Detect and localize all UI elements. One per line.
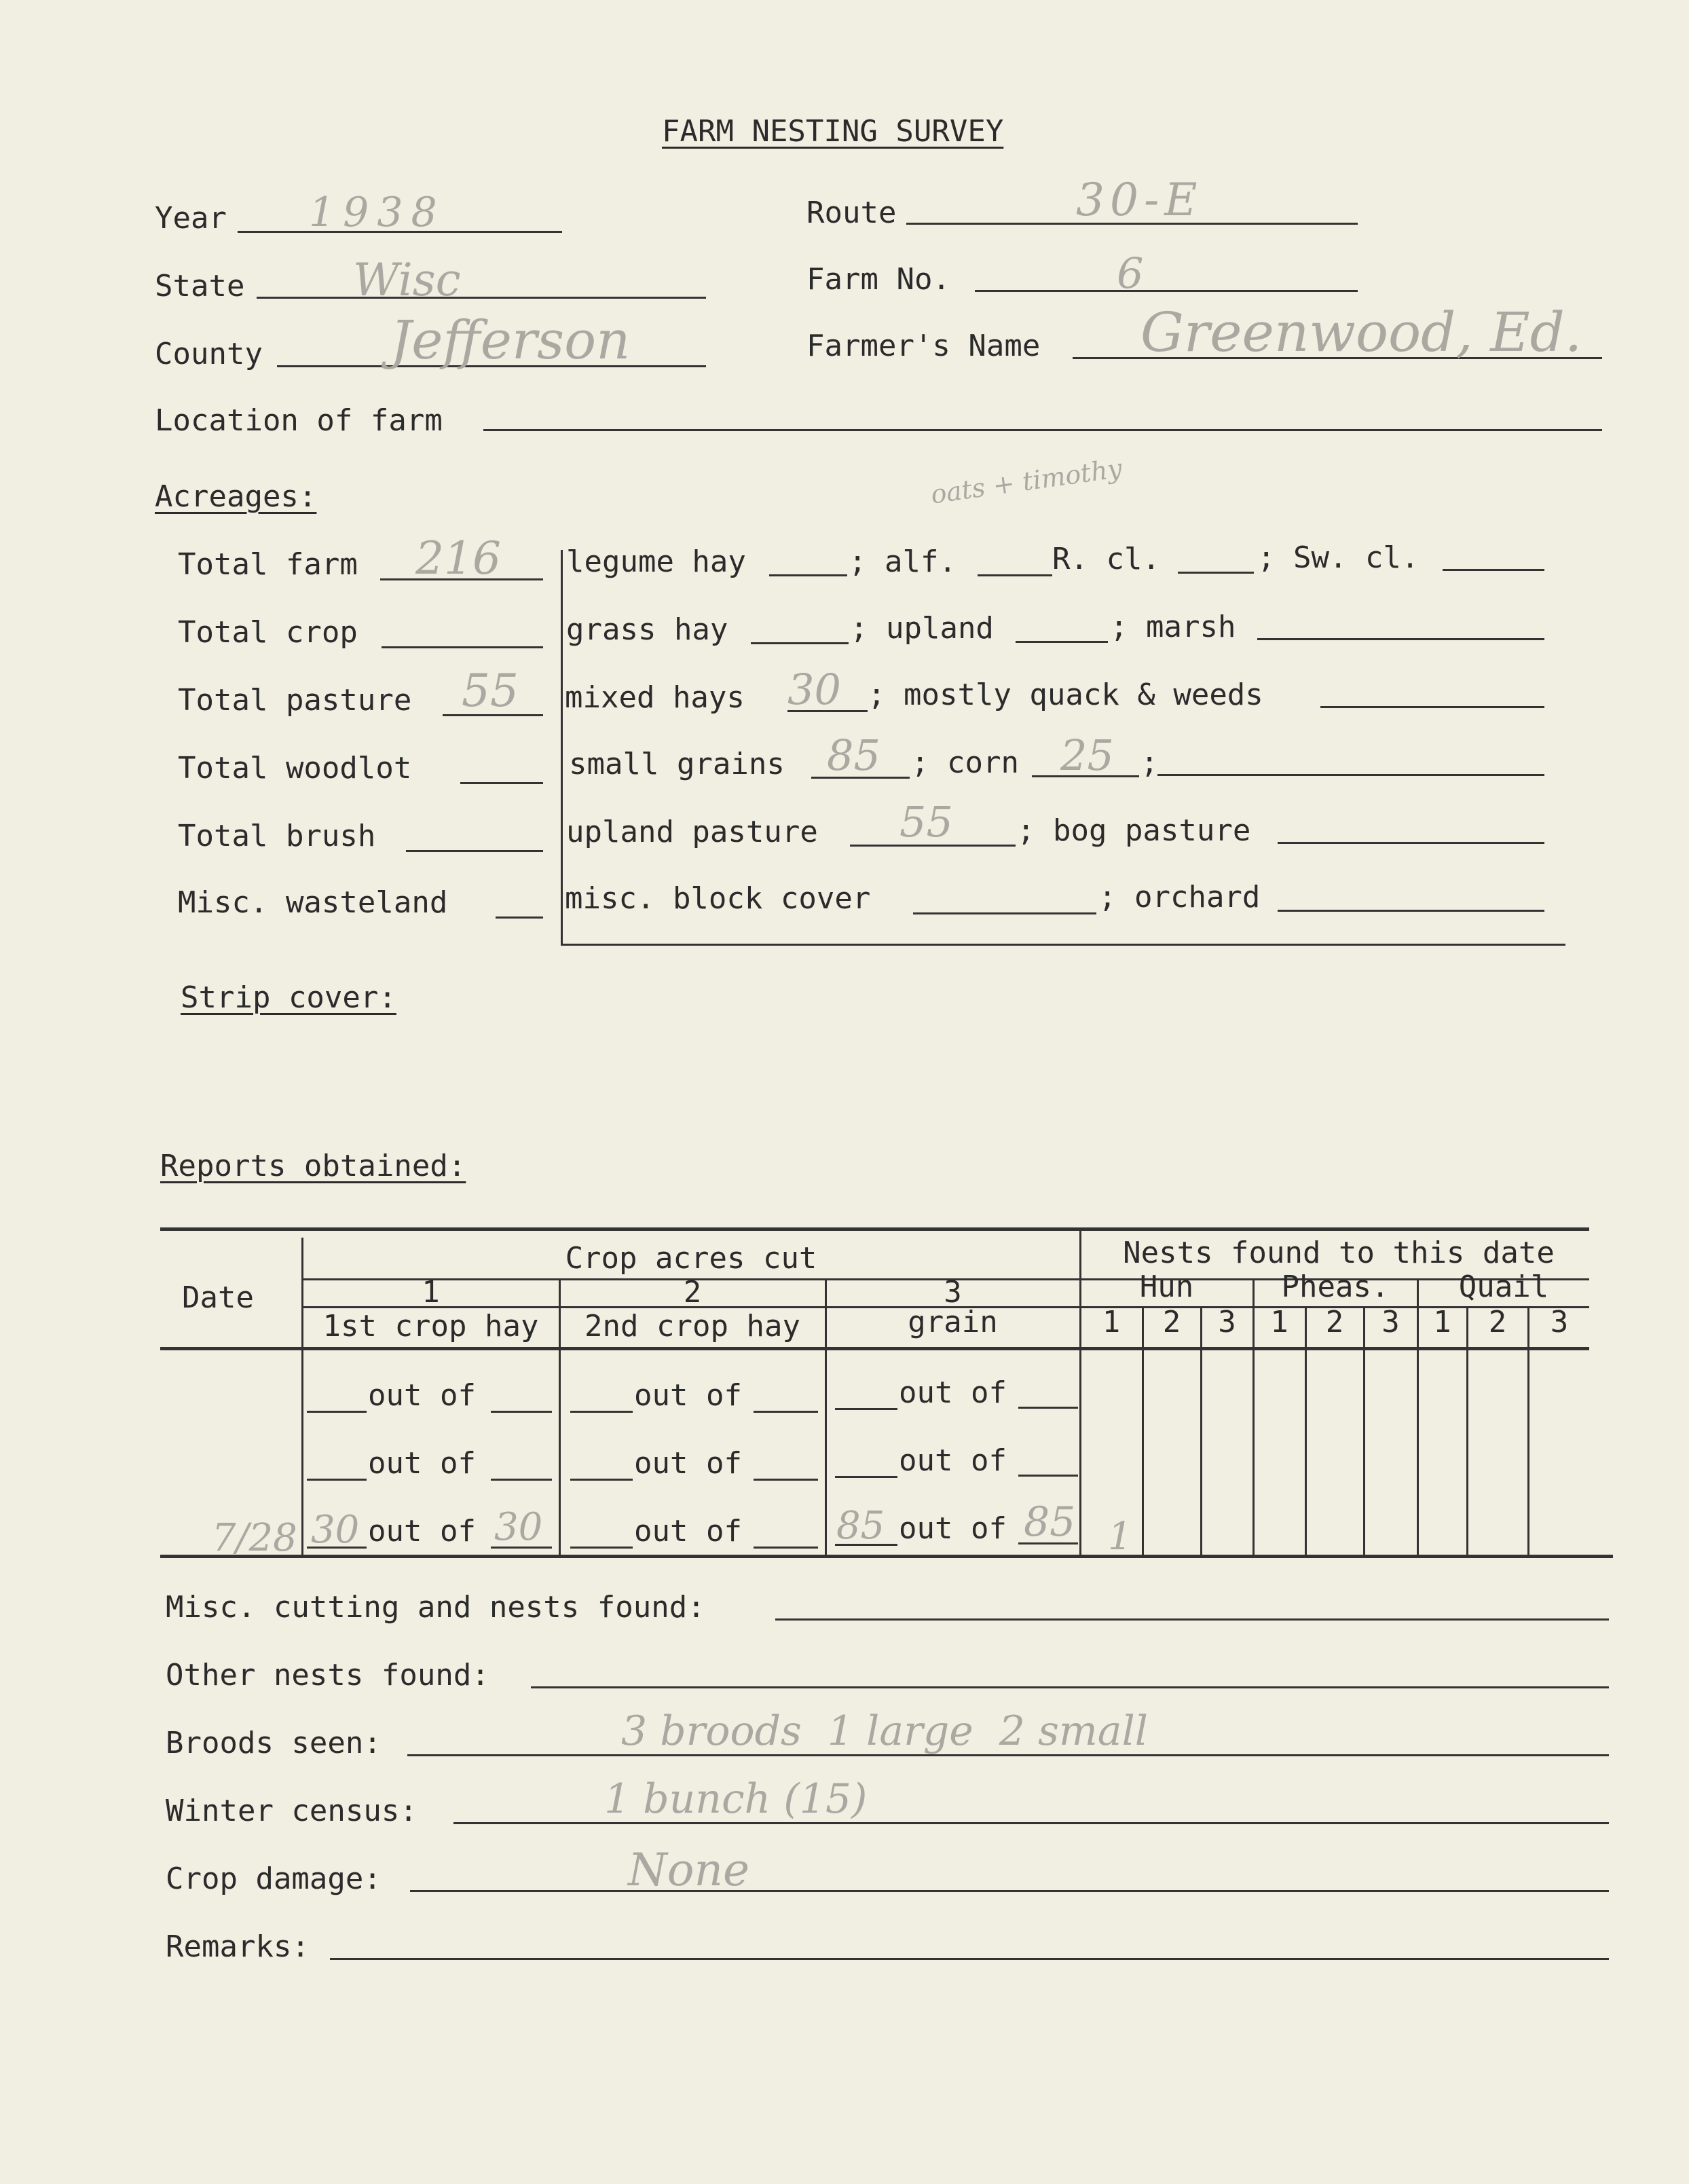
r2c2-total-line <box>754 1479 818 1481</box>
r1c3-cut-line <box>835 1408 897 1410</box>
row4-extra-line <box>1157 774 1544 776</box>
r3c3-cut-value: 85 <box>836 1504 885 1548</box>
table-top-line <box>160 1227 1589 1231</box>
upland-pasture-label: upland pasture <box>566 815 818 849</box>
species-quail: Quail <box>1458 1270 1549 1304</box>
r3c2-cut-line <box>570 1547 633 1549</box>
pheas-2-divider <box>1363 1306 1365 1557</box>
strip-cover-heading: Strip cover: <box>181 980 396 1015</box>
farmer-name-label: Farmer's Name <box>806 329 1041 363</box>
total-woodlot-line <box>460 782 543 784</box>
r1c2-out-of: out of <box>634 1378 742 1413</box>
winter-census-value: 1 bunch (15) <box>604 1775 868 1823</box>
r1c1-out-of: out of <box>368 1378 476 1413</box>
r2c3-out-of: out of <box>899 1443 1007 1478</box>
sub-num-quail-1: 1 <box>1433 1305 1451 1339</box>
sw-cl-label: ; Sw. cl. <box>1257 540 1419 575</box>
col-1-name: 1st crop hay <box>322 1309 539 1344</box>
pheas-1-divider <box>1305 1306 1307 1557</box>
r3-hun1-value: 1 <box>1108 1515 1132 1559</box>
corn-label: ; corn <box>911 745 1019 780</box>
r1c1-cut-line <box>307 1411 367 1413</box>
nests-found-header: Nests found to this date <box>1123 1236 1555 1270</box>
r1c3-out-of: out of <box>899 1375 1007 1410</box>
corn-value: 25 <box>1060 730 1114 780</box>
county-value: Jefferson <box>390 310 631 371</box>
r-cl-line <box>1178 572 1254 574</box>
legume-hay-line <box>769 574 847 576</box>
alf-label: ; alf. <box>849 544 957 579</box>
table-header-bottom <box>160 1347 1589 1350</box>
quail-2-divider <box>1527 1306 1529 1557</box>
r-cl-label: R. cl. <box>1052 542 1160 576</box>
sw-cl-line <box>1443 569 1544 571</box>
other-nests-label: Other nests found: <box>166 1658 489 1692</box>
r3-date: 7/28 <box>212 1516 297 1560</box>
sub-num-hun-1: 1 <box>1102 1305 1121 1339</box>
year-value: 1938 <box>309 189 445 236</box>
total-woodlot-label: Total woodlot <box>178 751 412 785</box>
hun-1-divider <box>1142 1306 1144 1557</box>
alf-line <box>978 574 1052 576</box>
broods-seen-value: 3 broods 1 large 2 small <box>621 1707 1148 1755</box>
winter-census-label: Winter census: <box>166 1794 417 1828</box>
r2c1-cut-line <box>307 1479 367 1481</box>
farmer-name-value: Greenwood, Ed. <box>1140 301 1582 364</box>
grass-hay-line <box>751 642 849 644</box>
r2c2-cut-line <box>570 1479 633 1481</box>
state-line <box>257 297 706 299</box>
mixed-hays-value: 30 <box>787 665 841 714</box>
marsh-label: ; marsh <box>1110 610 1236 644</box>
upland-line <box>1016 641 1108 643</box>
r1c3-total-line <box>1018 1407 1078 1409</box>
r3c2-out-of: out of <box>634 1514 742 1549</box>
upland-label: ; upland <box>850 611 994 646</box>
table-bottom-line <box>160 1555 1613 1558</box>
broods-seen-label: Broods seen: <box>166 1726 382 1760</box>
hun-2-divider <box>1200 1306 1202 1557</box>
r3c1-total-value: 30 <box>494 1505 543 1549</box>
r3c3-total-value: 85 <box>1024 1498 1076 1546</box>
r1c2-cut-line <box>570 1411 633 1413</box>
bog-pasture-line <box>1278 842 1544 844</box>
acreages-heading: Acreages: <box>155 479 317 514</box>
acreage-note: oats + timothy <box>929 453 1124 510</box>
small-grains-value: 85 <box>827 730 880 780</box>
r1c1-total-line <box>491 1411 552 1413</box>
mostly-label: ; mostly quack & weeds <box>868 678 1263 712</box>
year-label: Year <box>155 201 227 236</box>
r2c2-out-of: out of <box>634 1446 742 1481</box>
col-1-number: 1 <box>422 1275 440 1310</box>
sub-num-quail-3: 3 <box>1550 1305 1569 1339</box>
misc-block-line <box>913 912 1096 914</box>
misc-cutting-label: Misc. cutting and nests found: <box>166 1590 705 1625</box>
species-hun: Hun <box>1139 1270 1194 1304</box>
col-3-name: grain <box>908 1305 998 1339</box>
misc-wasteland-label: Misc. wasteland <box>178 885 448 920</box>
crop-damage-line <box>410 1890 1609 1892</box>
r3c3-out-of: out of <box>899 1511 1007 1546</box>
reports-obtained-heading: Reports obtained: <box>160 1149 466 1183</box>
corn-semicolon: ; <box>1140 745 1159 780</box>
grass-hay-label: grass hay <box>566 612 728 647</box>
misc-cutting-line <box>775 1618 1609 1621</box>
orchard-line <box>1278 910 1544 912</box>
total-pasture-label: Total pasture <box>178 683 412 718</box>
location-line <box>483 429 1602 431</box>
r2c3-total-line <box>1018 1475 1078 1477</box>
crop-damage-value: None <box>628 1844 750 1896</box>
col-2-number: 2 <box>683 1275 702 1310</box>
misc-block-label: misc. block cover <box>565 881 871 916</box>
species-pheas: Pheas. <box>1281 1270 1390 1304</box>
total-brush-line <box>406 850 543 852</box>
route-label: Route <box>806 196 897 230</box>
sub-num-quail-2: 2 <box>1488 1305 1507 1339</box>
sub-num-pheas-2: 2 <box>1325 1305 1344 1339</box>
date-header: Date <box>182 1280 254 1315</box>
other-nests-line <box>531 1686 1609 1688</box>
state-value: Wisc <box>353 254 461 306</box>
acreage-divider <box>561 550 563 945</box>
crop-damage-label: Crop damage: <box>166 1862 382 1896</box>
sub-num-hun-2: 2 <box>1162 1305 1181 1339</box>
quail-1-divider <box>1466 1306 1468 1557</box>
state-label: State <box>155 269 245 303</box>
crop-acres-header: Crop acres cut <box>565 1241 817 1276</box>
orchard-label: ; orchard <box>1098 880 1261 914</box>
total-farm-value: 216 <box>415 532 501 585</box>
sub-num-hun-3: 3 <box>1218 1305 1236 1339</box>
bog-pasture-label: ; bog pasture <box>1017 813 1251 848</box>
r2c1-total-line <box>491 1479 552 1481</box>
col-2-name: 2nd crop hay <box>584 1309 800 1344</box>
upland-pasture-value: 55 <box>899 797 953 847</box>
r2c1-out-of: out of <box>368 1446 476 1481</box>
sub-num-pheas-3: 3 <box>1381 1305 1400 1339</box>
r1c2-total-line <box>754 1411 818 1413</box>
total-crop-line <box>382 646 543 648</box>
mixed-hays-label: mixed hays <box>565 680 745 715</box>
county-label: County <box>155 337 263 371</box>
marsh-line <box>1257 638 1544 640</box>
r3c2-total-line <box>754 1547 818 1549</box>
misc-wasteland-line <box>496 917 543 919</box>
r3c1-out-of: out of <box>368 1514 476 1549</box>
remarks-label: Remarks: <box>166 1929 310 1964</box>
farm-no-line <box>975 290 1358 292</box>
location-label: Location of farm <box>155 403 443 438</box>
total-pasture-value: 55 <box>462 665 519 717</box>
r2c3-cut-line <box>835 1476 897 1478</box>
col-3-number: 3 <box>944 1275 962 1310</box>
acreage-bottom-line <box>561 944 1565 946</box>
route-value: 30-E <box>1076 174 1203 226</box>
farm-no-label: Farm No. <box>806 262 950 297</box>
r3c1-cut-value: 30 <box>311 1508 360 1552</box>
form-title: FARM NESTING SURVEY <box>662 114 1004 149</box>
mostly-line <box>1320 706 1544 708</box>
total-crop-label: Total crop <box>178 615 358 650</box>
total-brush-label: Total brush <box>178 819 376 853</box>
legume-hay-label: legume hay <box>566 544 746 579</box>
farm-no-value: 6 <box>1117 248 1144 298</box>
sub-num-pheas-1: 1 <box>1270 1305 1288 1339</box>
total-farm-label: Total farm <box>178 547 358 582</box>
remarks-line <box>330 1958 1609 1960</box>
small-grains-label: small grains <box>569 747 785 781</box>
